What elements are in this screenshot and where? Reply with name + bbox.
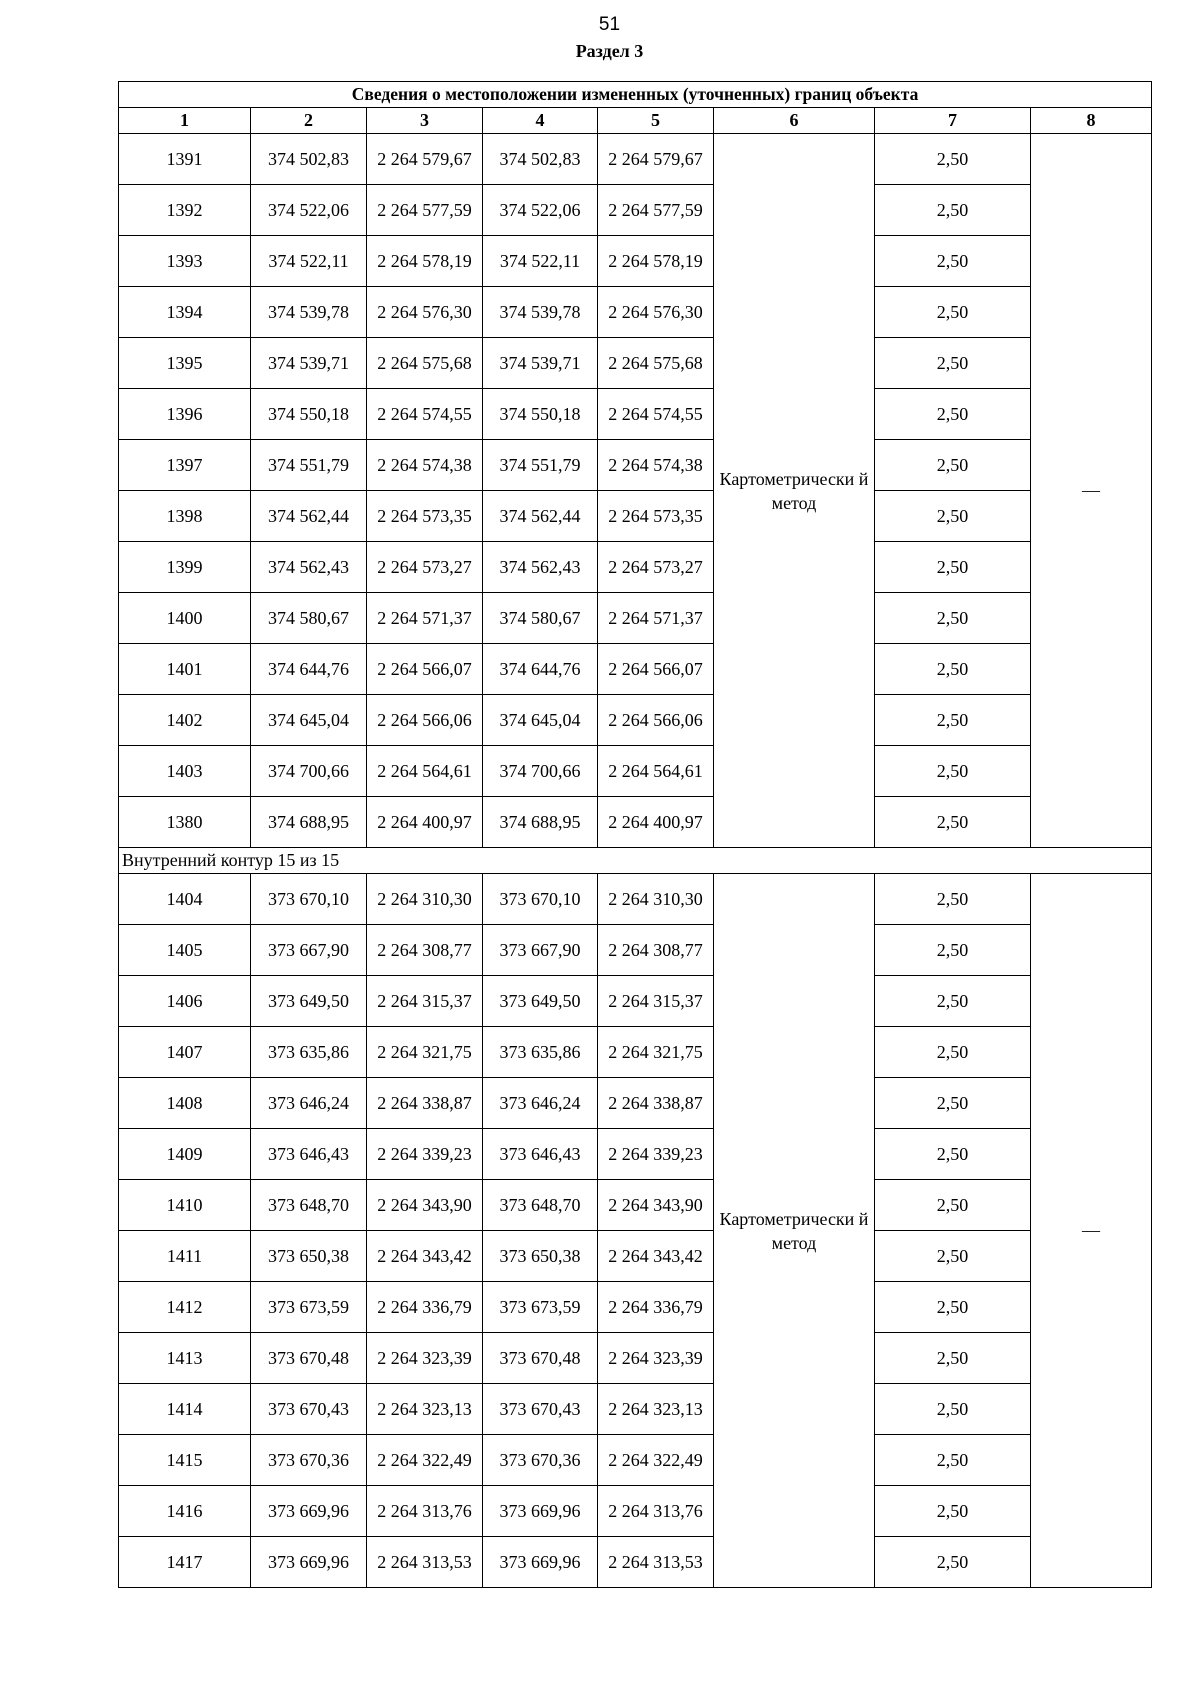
accuracy-cell: 2,50 [875, 287, 1031, 338]
refined-y-cell: 2 264 308,77 [598, 925, 714, 976]
contour-heading-row [119, 848, 1152, 874]
point-number-cell: 1400 [119, 593, 251, 644]
existing-x-cell: 373 669,96 [251, 1486, 367, 1537]
refined-y-cell: 2 264 566,06 [598, 695, 714, 746]
point-number-cell: 1416 [119, 1486, 251, 1537]
table-row [119, 1231, 1152, 1282]
table-row [119, 593, 1152, 644]
existing-y-cell: 2 264 574,55 [367, 389, 483, 440]
existing-y-cell: 2 264 574,38 [367, 440, 483, 491]
contour-heading: Внутренний контур 15 из 15 [119, 848, 1152, 874]
accuracy-cell: 2,50 [875, 1333, 1031, 1384]
refined-x-cell: 374 539,71 [483, 338, 598, 389]
existing-y-cell: 2 264 338,87 [367, 1078, 483, 1129]
existing-y-cell: 2 264 321,75 [367, 1027, 483, 1078]
table-row [119, 1078, 1152, 1129]
point-number-cell: 1413 [119, 1333, 251, 1384]
point-number-cell: 1412 [119, 1282, 251, 1333]
existing-y-cell: 2 264 576,30 [367, 287, 483, 338]
point-number-cell: 1405 [119, 925, 251, 976]
table-row [119, 976, 1152, 1027]
accuracy-cell: 2,50 [875, 746, 1031, 797]
refined-y-cell: 2 264 339,23 [598, 1129, 714, 1180]
table-row [119, 236, 1152, 287]
refined-x-cell: 374 550,18 [483, 389, 598, 440]
point-number-cell: 1399 [119, 542, 251, 593]
existing-x-cell: 374 522,06 [251, 185, 367, 236]
existing-y-cell: 2 264 323,39 [367, 1333, 483, 1384]
refined-y-cell: 2 264 313,53 [598, 1537, 714, 1588]
existing-y-cell: 2 264 575,68 [367, 338, 483, 389]
refined-x-cell: 373 670,48 [483, 1333, 598, 1384]
accuracy-cell: 2,50 [875, 976, 1031, 1027]
refined-y-cell: 2 264 323,13 [598, 1384, 714, 1435]
existing-x-cell: 373 670,48 [251, 1333, 367, 1384]
accuracy-cell: 2,50 [875, 644, 1031, 695]
refined-x-cell: 374 522,06 [483, 185, 598, 236]
existing-y-cell: 2 264 315,37 [367, 976, 483, 1027]
refined-y-cell: 2 264 338,87 [598, 1078, 714, 1129]
existing-y-cell: 2 264 313,53 [367, 1537, 483, 1588]
accuracy-cell: 2,50 [875, 1180, 1031, 1231]
accuracy-cell: 2,50 [875, 1129, 1031, 1180]
existing-x-cell: 374 644,76 [251, 644, 367, 695]
point-number-cell: 1417 [119, 1537, 251, 1588]
refined-y-cell: 2 264 574,38 [598, 440, 714, 491]
column-8-cell: — [1031, 874, 1152, 1588]
accuracy-cell: 2,50 [875, 874, 1031, 925]
table-row [119, 185, 1152, 236]
accuracy-cell: 2,50 [875, 1435, 1031, 1486]
point-number-cell: 1403 [119, 746, 251, 797]
existing-y-cell: 2 264 577,59 [367, 185, 483, 236]
refined-x-cell: 374 580,67 [483, 593, 598, 644]
column-number: 4 [483, 108, 598, 134]
existing-x-cell: 373 669,96 [251, 1537, 367, 1588]
column-8-cell: — [1031, 134, 1152, 848]
existing-x-cell: 374 645,04 [251, 695, 367, 746]
table-row [119, 440, 1152, 491]
accuracy-cell: 2,50 [875, 1282, 1031, 1333]
existing-y-cell: 2 264 310,30 [367, 874, 483, 925]
boundary-coordinates-table [118, 81, 1152, 1588]
column-number: 8 [1031, 108, 1152, 134]
existing-x-cell: 374 539,71 [251, 338, 367, 389]
existing-y-cell: 2 264 578,19 [367, 236, 483, 287]
point-number-cell: 1397 [119, 440, 251, 491]
method-cell: Картометрически й метод [714, 134, 875, 848]
point-number-cell: 1415 [119, 1435, 251, 1486]
existing-y-cell: 2 264 308,77 [367, 925, 483, 976]
existing-y-cell: 2 264 343,42 [367, 1231, 483, 1282]
existing-y-cell: 2 264 566,07 [367, 644, 483, 695]
refined-y-cell: 2 264 571,37 [598, 593, 714, 644]
existing-y-cell: 2 264 566,06 [367, 695, 483, 746]
refined-y-cell: 2 264 336,79 [598, 1282, 714, 1333]
point-number-cell: 1391 [119, 134, 251, 185]
existing-x-cell: 373 649,50 [251, 976, 367, 1027]
refined-y-cell: 2 264 400,97 [598, 797, 714, 848]
existing-x-cell: 374 580,67 [251, 593, 367, 644]
existing-y-cell: 2 264 339,23 [367, 1129, 483, 1180]
refined-x-cell: 374 551,79 [483, 440, 598, 491]
point-number-cell: 1395 [119, 338, 251, 389]
point-number-cell: 1392 [119, 185, 251, 236]
accuracy-cell: 2,50 [875, 593, 1031, 644]
existing-x-cell: 373 648,70 [251, 1180, 367, 1231]
point-number-cell: 1396 [119, 389, 251, 440]
point-number-cell: 1402 [119, 695, 251, 746]
refined-y-cell: 2 264 575,68 [598, 338, 714, 389]
accuracy-cell: 2,50 [875, 185, 1031, 236]
refined-x-cell: 374 539,78 [483, 287, 598, 338]
refined-x-cell: 374 522,11 [483, 236, 598, 287]
accuracy-cell: 2,50 [875, 542, 1031, 593]
point-number-cell: 1409 [119, 1129, 251, 1180]
existing-x-cell: 373 646,24 [251, 1078, 367, 1129]
refined-y-cell: 2 264 315,37 [598, 976, 714, 1027]
section-title: Раздел 3 [575, 41, 644, 61]
accuracy-cell: 2,50 [875, 925, 1031, 976]
refined-x-cell: 373 669,96 [483, 1537, 598, 1588]
refined-x-cell: 373 648,70 [483, 1180, 598, 1231]
existing-x-cell: 374 700,66 [251, 746, 367, 797]
existing-x-cell: 374 502,83 [251, 134, 367, 185]
refined-y-cell: 2 264 578,19 [598, 236, 714, 287]
table-row [119, 1180, 1152, 1231]
existing-y-cell: 2 264 571,37 [367, 593, 483, 644]
existing-x-cell: 373 646,43 [251, 1129, 367, 1180]
point-number-cell: 1411 [119, 1231, 251, 1282]
refined-y-cell: 2 264 310,30 [598, 874, 714, 925]
refined-x-cell: 374 645,04 [483, 695, 598, 746]
existing-y-cell: 2 264 322,49 [367, 1435, 483, 1486]
table-row [119, 1027, 1152, 1078]
existing-x-cell: 374 562,43 [251, 542, 367, 593]
point-number-cell: 1393 [119, 236, 251, 287]
refined-y-cell: 2 264 573,35 [598, 491, 714, 542]
accuracy-cell: 2,50 [875, 338, 1031, 389]
refined-y-cell: 2 264 564,61 [598, 746, 714, 797]
refined-x-cell: 373 670,43 [483, 1384, 598, 1435]
refined-y-cell: 2 264 321,75 [598, 1027, 714, 1078]
existing-x-cell: 373 670,10 [251, 874, 367, 925]
point-number-cell: 1380 [119, 797, 251, 848]
accuracy-cell: 2,50 [875, 1078, 1031, 1129]
refined-x-cell: 374 502,83 [483, 134, 598, 185]
existing-x-cell: 374 688,95 [251, 797, 367, 848]
refined-x-cell: 374 562,44 [483, 491, 598, 542]
existing-x-cell: 373 673,59 [251, 1282, 367, 1333]
table-row [119, 1333, 1152, 1384]
table-row [119, 338, 1152, 389]
point-number-cell: 1407 [119, 1027, 251, 1078]
existing-x-cell: 373 670,36 [251, 1435, 367, 1486]
table-title-row [119, 82, 1152, 108]
point-number-cell: 1410 [119, 1180, 251, 1231]
existing-y-cell: 2 264 573,27 [367, 542, 483, 593]
refined-x-cell: 374 562,43 [483, 542, 598, 593]
existing-y-cell: 2 264 313,76 [367, 1486, 483, 1537]
refined-y-cell: 2 264 574,55 [598, 389, 714, 440]
table-body [119, 82, 1152, 1588]
accuracy-cell: 2,50 [875, 491, 1031, 542]
refined-y-cell: 2 264 343,42 [598, 1231, 714, 1282]
refined-x-cell: 373 670,36 [483, 1435, 598, 1486]
refined-x-cell: 373 646,24 [483, 1078, 598, 1129]
table-row [119, 746, 1152, 797]
point-number-cell: 1394 [119, 287, 251, 338]
refined-x-cell: 373 669,96 [483, 1486, 598, 1537]
column-number: 6 [714, 108, 875, 134]
accuracy-cell: 2,50 [875, 389, 1031, 440]
refined-y-cell: 2 264 323,39 [598, 1333, 714, 1384]
table-title: Сведения о местоположении измененных (уточненных) границ объекта [119, 82, 1152, 108]
table-row [119, 1537, 1152, 1588]
accuracy-cell: 2,50 [875, 1537, 1031, 1588]
accuracy-cell: 2,50 [875, 797, 1031, 848]
table-row [119, 797, 1152, 848]
column-number: 7 [875, 108, 1031, 134]
accuracy-cell: 2,50 [875, 1486, 1031, 1537]
point-number-cell: 1406 [119, 976, 251, 1027]
column-number: 3 [367, 108, 483, 134]
existing-x-cell: 374 562,44 [251, 491, 367, 542]
existing-x-cell: 374 551,79 [251, 440, 367, 491]
existing-x-cell: 374 522,11 [251, 236, 367, 287]
table-row [119, 644, 1152, 695]
table-row [119, 389, 1152, 440]
column-number: 5 [598, 108, 714, 134]
column-number: 1 [119, 108, 251, 134]
refined-x-cell: 374 688,95 [483, 797, 598, 848]
existing-x-cell: 373 635,86 [251, 1027, 367, 1078]
refined-y-cell: 2 264 313,76 [598, 1486, 714, 1537]
refined-x-cell: 373 635,86 [483, 1027, 598, 1078]
refined-x-cell: 373 667,90 [483, 925, 598, 976]
table-row [119, 1486, 1152, 1537]
accuracy-cell: 2,50 [875, 1027, 1031, 1078]
refined-x-cell: 373 670,10 [483, 874, 598, 925]
table-row [119, 925, 1152, 976]
point-number-cell: 1414 [119, 1384, 251, 1435]
existing-x-cell: 374 550,18 [251, 389, 367, 440]
refined-y-cell: 2 264 577,59 [598, 185, 714, 236]
refined-y-cell: 2 264 576,30 [598, 287, 714, 338]
existing-y-cell: 2 264 323,13 [367, 1384, 483, 1435]
table-row [119, 1282, 1152, 1333]
refined-x-cell: 373 673,59 [483, 1282, 598, 1333]
existing-y-cell: 2 264 564,61 [367, 746, 483, 797]
table-row [119, 542, 1152, 593]
point-number-cell: 1404 [119, 874, 251, 925]
table-row [119, 1129, 1152, 1180]
accuracy-cell: 2,50 [875, 134, 1031, 185]
refined-y-cell: 2 264 573,27 [598, 542, 714, 593]
refined-x-cell: 373 646,43 [483, 1129, 598, 1180]
existing-y-cell: 2 264 573,35 [367, 491, 483, 542]
existing-x-cell: 373 650,38 [251, 1231, 367, 1282]
existing-x-cell: 374 539,78 [251, 287, 367, 338]
existing-y-cell: 2 264 579,67 [367, 134, 483, 185]
table-row [119, 1384, 1152, 1435]
refined-x-cell: 374 700,66 [483, 746, 598, 797]
accuracy-cell: 2,50 [875, 236, 1031, 287]
accuracy-cell: 2,50 [875, 1231, 1031, 1282]
existing-y-cell: 2 264 336,79 [367, 1282, 483, 1333]
table-row [119, 491, 1152, 542]
accuracy-cell: 2,50 [875, 695, 1031, 746]
refined-x-cell: 373 650,38 [483, 1231, 598, 1282]
refined-y-cell: 2 264 566,07 [598, 644, 714, 695]
table-row [119, 874, 1152, 925]
existing-x-cell: 373 670,43 [251, 1384, 367, 1435]
existing-y-cell: 2 264 343,90 [367, 1180, 483, 1231]
accuracy-cell: 2,50 [875, 440, 1031, 491]
table-row [119, 1435, 1152, 1486]
refined-y-cell: 2 264 343,90 [598, 1180, 714, 1231]
refined-y-cell: 2 264 579,67 [598, 134, 714, 185]
point-number-cell: 1401 [119, 644, 251, 695]
table-row [119, 287, 1152, 338]
table-row [119, 134, 1152, 185]
method-cell: Картометрически й метод [714, 874, 875, 1588]
point-number-cell: 1398 [119, 491, 251, 542]
column-number-row [119, 108, 1152, 134]
table-row [119, 695, 1152, 746]
point-number-cell: 1408 [119, 1078, 251, 1129]
refined-y-cell: 2 264 322,49 [598, 1435, 714, 1486]
accuracy-cell: 2,50 [875, 1384, 1031, 1435]
existing-x-cell: 373 667,90 [251, 925, 367, 976]
existing-y-cell: 2 264 400,97 [367, 797, 483, 848]
refined-x-cell: 374 644,76 [483, 644, 598, 695]
page-number: 51 [598, 14, 621, 35]
refined-x-cell: 373 649,50 [483, 976, 598, 1027]
column-number: 2 [251, 108, 367, 134]
